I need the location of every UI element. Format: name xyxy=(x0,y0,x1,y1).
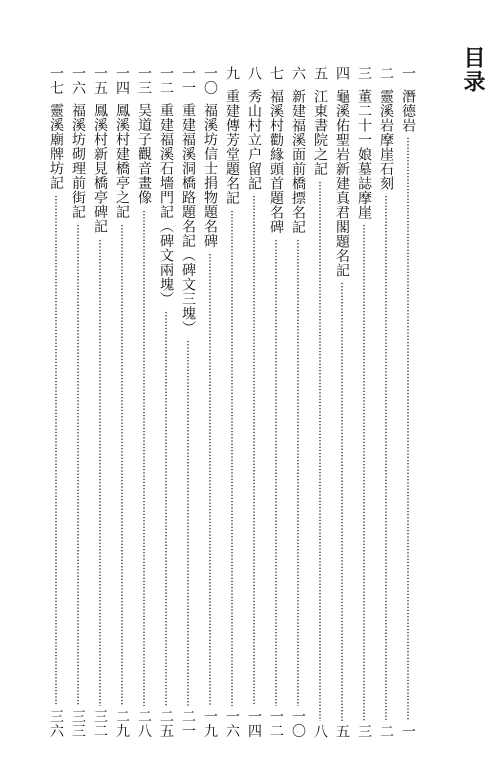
entry-title: 董二十一娘墓誌摩崖 xyxy=(356,88,372,219)
leader-dots xyxy=(209,253,211,706)
entry-title: 重建福溪石墻門記（碑文兩塊） xyxy=(158,103,174,306)
leader-dots xyxy=(121,224,123,706)
entry-number: 一五 xyxy=(92,66,108,95)
toc-entry[interactable] xyxy=(200,66,220,738)
leader-dots xyxy=(187,340,189,706)
toc-entry[interactable] xyxy=(90,66,110,738)
entry-page: 三二 xyxy=(92,709,108,738)
toc-entry[interactable] xyxy=(354,66,374,738)
entry-number: 一三 xyxy=(136,66,152,95)
entry-page: 一四 xyxy=(246,709,262,738)
toc-entry[interactable] xyxy=(178,66,198,738)
entry-page: 一二 xyxy=(268,709,284,738)
entry-title: 福溪村勸緣頭首題名碑 xyxy=(268,88,284,234)
entry-number: 八 xyxy=(246,66,262,81)
leader-dots xyxy=(77,224,79,706)
leader-dots xyxy=(165,311,167,706)
toc-entry[interactable] xyxy=(68,66,88,738)
toc-entry[interactable] xyxy=(112,66,132,738)
leader-dots xyxy=(99,239,101,707)
entry-number: 四 xyxy=(334,66,350,81)
entry-number: 一七 xyxy=(48,66,64,95)
entry-number: 一 xyxy=(400,66,416,81)
leader-dots xyxy=(341,282,343,721)
entry-page: 八 xyxy=(312,723,328,738)
leader-dots xyxy=(297,239,299,707)
entry-title: 龜溪佑聖岩新建真君閣題名記 xyxy=(334,88,350,277)
entry-title: 江東書院之記 xyxy=(312,88,328,176)
entry-title: 福溪坊砌理前街記 xyxy=(70,103,86,219)
entry-title: 秀山村立户留記 xyxy=(246,88,262,190)
entry-page: 一 xyxy=(400,723,416,738)
entry-title: 福溪坊信士捐物題名碑 xyxy=(202,103,218,248)
toc-entry[interactable] xyxy=(222,66,242,738)
entry-number: 一〇 xyxy=(202,66,218,95)
leader-dots xyxy=(55,195,57,706)
leader-dots xyxy=(385,195,387,721)
entry-title: 吴道子觀音畫像 xyxy=(136,103,152,205)
entry-page: 二八 xyxy=(136,709,152,738)
entry-number: 九 xyxy=(224,66,240,81)
entry-page: 一九 xyxy=(202,709,218,738)
leader-dots xyxy=(319,181,321,721)
leader-dots xyxy=(407,137,409,721)
entry-page: 二 xyxy=(378,723,394,738)
entry-title: 潛德岩 xyxy=(400,88,416,132)
entry-page: 三三 xyxy=(70,709,86,738)
entry-page: 二九 xyxy=(114,709,130,738)
toc-entry[interactable] xyxy=(266,66,286,738)
entry-number: 一二 xyxy=(158,66,174,95)
entry-page: 一〇 xyxy=(290,709,306,738)
entry-page: 二一 xyxy=(180,709,196,738)
entry-number: 一一 xyxy=(180,66,196,95)
leader-dots xyxy=(363,224,365,721)
entry-number: 一四 xyxy=(114,66,130,95)
entry-title: 鳳溪村新見橋亭碑記 xyxy=(92,103,108,234)
toc-entry[interactable] xyxy=(288,66,308,738)
leader-dots xyxy=(231,210,233,707)
entry-page: 二五 xyxy=(158,709,174,738)
toc-entry[interactable] xyxy=(156,66,176,738)
entry-title: 重建福溪洞橋路題名記（碑文三塊） xyxy=(180,103,196,335)
toc-entry[interactable] xyxy=(244,66,264,738)
entry-number: 三 xyxy=(356,66,372,81)
entry-number: 六 xyxy=(290,66,306,81)
entry-title: 新建福溪面前橋摽名記 xyxy=(290,88,306,234)
entry-title: 重建傳芳堂題名記 xyxy=(224,88,240,205)
entry-number: 五 xyxy=(312,66,328,81)
toc-heading: 目录 xyxy=(460,46,486,94)
toc-entry[interactable] xyxy=(310,66,330,738)
entry-title: 靈溪岩摩崖石刻 xyxy=(378,88,394,190)
entry-page: 五 xyxy=(334,723,350,738)
leader-dots xyxy=(253,195,255,706)
entry-title: 鳳溪村建橋亭之記 xyxy=(114,103,130,219)
leader-dots xyxy=(275,239,277,707)
toc-entry[interactable] xyxy=(376,66,396,738)
entry-page: 三六 xyxy=(48,709,64,738)
toc-entry[interactable] xyxy=(134,66,154,738)
toc-entry[interactable] xyxy=(332,66,352,738)
entry-page: 三 xyxy=(356,723,372,738)
entry-number: 七 xyxy=(268,66,284,81)
entry-page: 一六 xyxy=(224,709,240,738)
entry-title: 靈溪廟牌坊記 xyxy=(48,103,64,190)
leader-dots xyxy=(143,210,145,707)
entry-number: 二 xyxy=(378,66,394,81)
toc-entry[interactable] xyxy=(398,66,418,738)
entry-number: 一六 xyxy=(70,66,86,95)
toc-entry[interactable] xyxy=(46,66,66,738)
